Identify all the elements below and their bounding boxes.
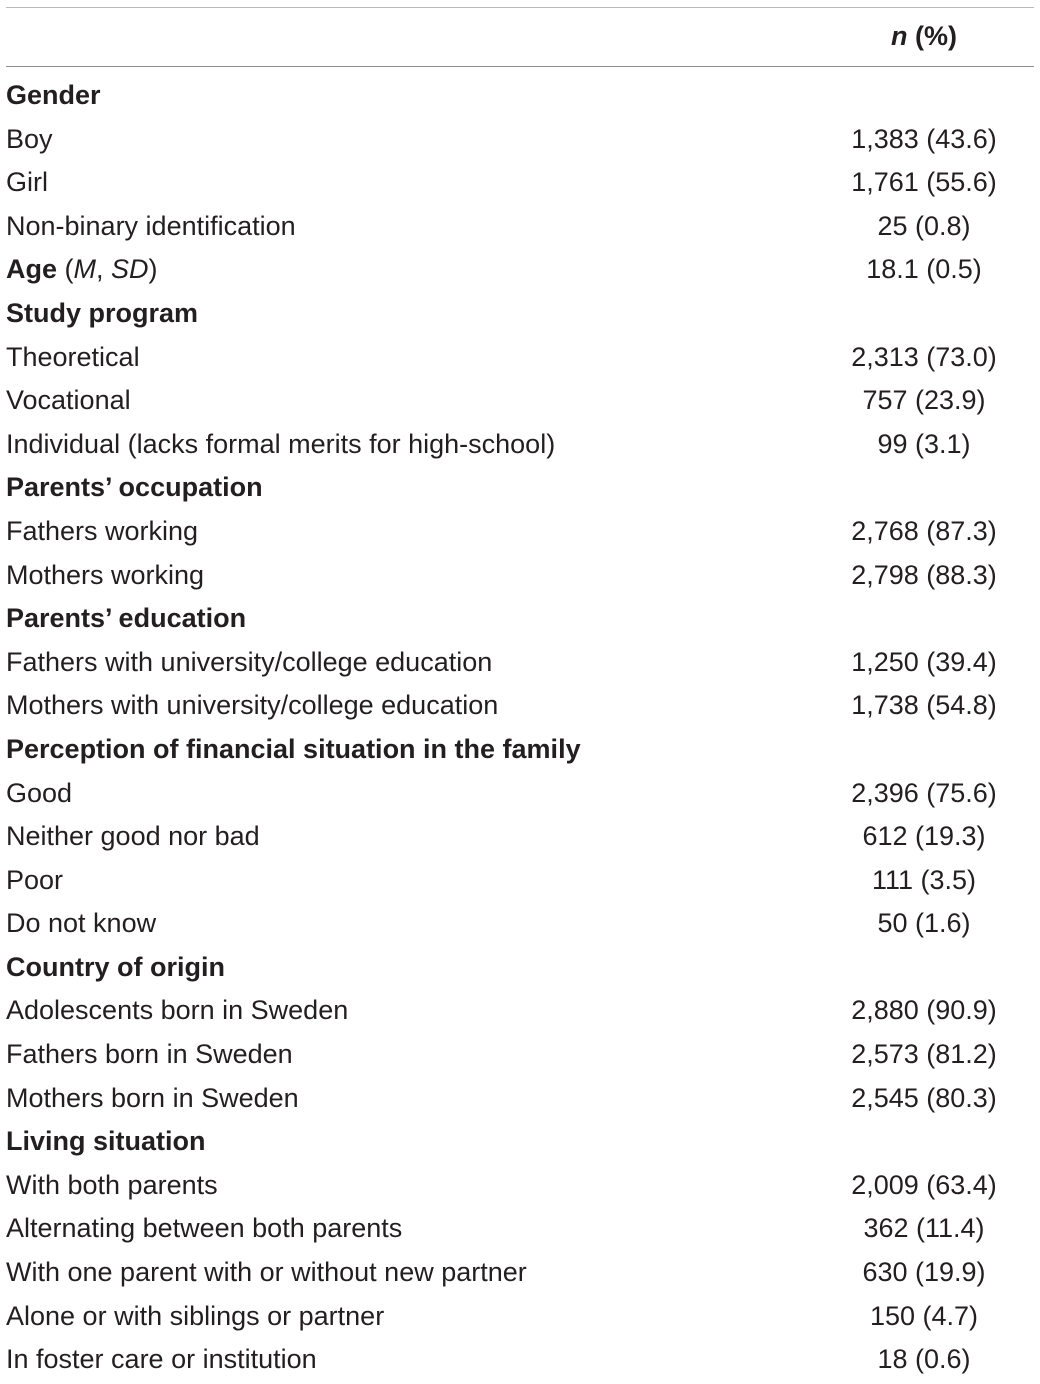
age-label-close: )	[148, 254, 158, 285]
section-label: Gender	[6, 80, 101, 110]
row-label: Poor	[6, 864, 64, 895]
row-label: Neither good nor bad	[6, 821, 260, 852]
table-row	[6, 1295, 1034, 1339]
row-value: 757 (23.9)	[862, 385, 986, 416]
row-value: 18 (0.6)	[877, 1344, 971, 1375]
section-header-row	[6, 466, 1034, 510]
table-row	[6, 510, 1034, 554]
row-label: Do not know	[6, 908, 157, 939]
row-label: Alternating between both parents	[6, 1213, 403, 1244]
section-header-row	[6, 74, 1034, 118]
row-value: 50 (1.6)	[877, 908, 971, 939]
section-header-row	[6, 597, 1034, 641]
row-value: 2,798 (88.3)	[851, 559, 997, 590]
section-header-row	[6, 292, 1034, 336]
table-row	[6, 423, 1034, 467]
row-label: Girl	[6, 167, 48, 198]
row-label: Alone or with siblings or partner	[6, 1300, 385, 1331]
table-row	[6, 859, 1034, 903]
section-label: Living situation	[6, 1126, 206, 1157]
table-row	[6, 248, 1034, 292]
row-value: 362 (11.4)	[863, 1213, 985, 1244]
row-label: Vocational	[6, 385, 131, 416]
row-value: 2,009 (63.4)	[851, 1169, 997, 1200]
row-label: Adolescents born in Sweden	[6, 995, 349, 1026]
table-row	[6, 554, 1034, 598]
column-header-percent: (%)	[915, 21, 957, 51]
row-label: Fathers born in Sweden	[6, 1039, 293, 1070]
row-value: 99 (3.1)	[877, 428, 971, 459]
table-row	[6, 205, 1034, 249]
row-value: 2,313 (73.0)	[851, 341, 997, 372]
age-label-open: (	[57, 254, 74, 285]
section-label: Study program	[6, 297, 199, 328]
row-value: 2,768 (87.3)	[851, 515, 997, 546]
row-value: 2,545 (80.3)	[851, 1082, 997, 1113]
row-value: 2,573 (81.2)	[851, 1039, 997, 1070]
row-value: 1,738 (54.8)	[851, 690, 997, 721]
row-value: 2,396 (75.6)	[851, 777, 997, 808]
table-row	[6, 379, 1034, 423]
table-header-row	[6, 14, 1034, 58]
row-value: 25 (0.8)	[877, 210, 971, 241]
table-row	[6, 1207, 1034, 1251]
table-row	[6, 118, 1034, 162]
row-value: 1,250 (39.4)	[851, 646, 997, 677]
section-header-row	[6, 728, 1034, 772]
row-label: Mothers working	[6, 559, 205, 590]
row-label: Mothers with university/college education	[6, 690, 499, 721]
row-label: With both parents	[6, 1169, 218, 1200]
table-row	[6, 684, 1034, 728]
table-header-rule	[6, 66, 1034, 67]
row-value: 18.1 (0.5)	[866, 254, 982, 285]
row-value: 612 (19.3)	[862, 821, 986, 852]
section-label: Perception of financial situation in the family	[6, 733, 581, 764]
section-label: Parents’ education	[6, 603, 247, 634]
row-value: 2,880 (90.9)	[851, 995, 997, 1026]
row-label: Fathers working	[6, 515, 199, 546]
table-row	[6, 1338, 1034, 1382]
table-row	[6, 161, 1034, 205]
table-top-rule	[6, 7, 1034, 8]
table-row	[6, 641, 1034, 685]
table-row	[6, 1077, 1034, 1121]
row-label: Boy	[6, 123, 53, 154]
row-label: Theoretical	[6, 341, 140, 372]
table-row	[6, 336, 1034, 380]
row-value: 150 (4.7)	[869, 1300, 979, 1331]
table-row	[6, 1033, 1034, 1077]
section-header-row	[6, 946, 1034, 990]
age-label-separator: ,	[96, 254, 112, 285]
row-label: In foster care or institution	[6, 1344, 317, 1375]
row-label: Non-binary identification	[6, 210, 296, 241]
row-label: With one parent with or without new partner	[6, 1257, 527, 1288]
table-row	[6, 1164, 1034, 1208]
row-value: 630 (19.9)	[862, 1257, 986, 1288]
row-label	[6, 248, 158, 292]
row-value: 1,761 (55.6)	[851, 167, 997, 198]
row-value: 1,383 (43.6)	[851, 123, 997, 154]
section-label: Country of origin	[6, 951, 225, 982]
table-row	[6, 1251, 1034, 1295]
table-row	[6, 989, 1034, 1033]
section-label: Parents’ occupation	[6, 472, 263, 503]
row-value: 111 (3.5)	[871, 864, 977, 895]
row-label: Individual (lacks formal merits for high-school)	[6, 428, 556, 459]
column-header-n: n	[890, 21, 908, 51]
age-label-sd: SD	[111, 254, 149, 285]
table-body	[6, 74, 1034, 1382]
age-label-mean: M	[73, 254, 97, 285]
table-row	[6, 815, 1034, 859]
table-row	[6, 772, 1034, 816]
column-header-n-percent	[814, 14, 1034, 58]
row-label: Mothers born in Sweden	[6, 1082, 299, 1113]
row-label: Fathers with university/college education	[6, 646, 493, 677]
age-label: Age	[6, 254, 58, 285]
table-row	[6, 902, 1034, 946]
row-label: Good	[6, 777, 73, 808]
section-header-row	[6, 1120, 1034, 1164]
